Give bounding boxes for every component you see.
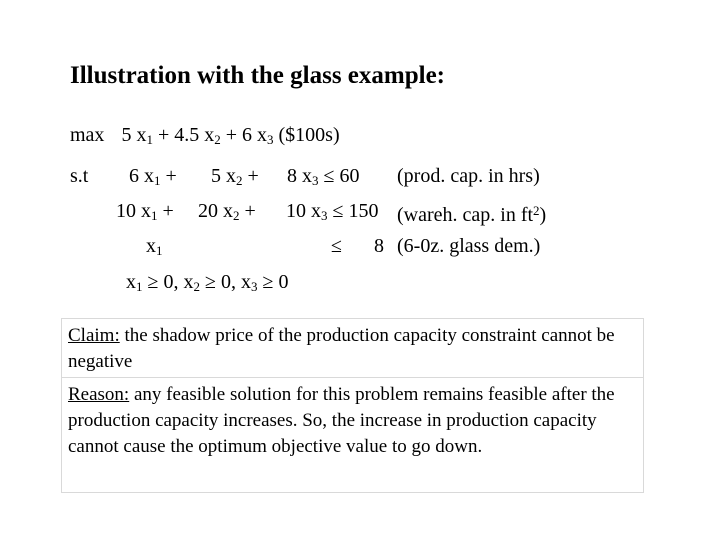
c1-term-2: 5 x	[211, 165, 236, 187]
c3-rhs: 8	[374, 235, 384, 257]
nn-var-3-sub: 3	[250, 279, 258, 294]
reason-text: any feasible solution for this problem remains feasible after the production capacity increases. So, the increase in production capacity cannot cause the optimum objective value to go down.	[68, 384, 615, 457]
c2-op-2: +	[244, 200, 256, 222]
claim-label: Claim:	[68, 325, 120, 346]
constraint-prod-cap	[70, 164, 88, 188]
objective-prefix: max	[70, 124, 105, 146]
c1-term-3-sub: 3	[312, 173, 319, 188]
c1-rel: ≤ 60	[323, 165, 360, 187]
constraint-1-terms-c	[287, 164, 359, 193]
c1-term-1-sub: 1	[154, 173, 161, 188]
nn-var-3: x	[240, 271, 251, 293]
c3-var-sub: 1	[156, 243, 163, 258]
c1-term-1: 6 x	[129, 165, 154, 187]
obj-unit: ($100s)	[278, 124, 340, 146]
c1-term-2-sub: 2	[236, 173, 243, 188]
c2-note-text: (wareh. cap. in ft	[397, 204, 534, 226]
claim-paragraph	[62, 319, 643, 375]
obj-term-3-sub: 3	[267, 132, 274, 147]
constraint-2-terms-c	[286, 199, 378, 228]
nn-var-2-sub: 2	[193, 279, 200, 294]
st-prefix: s.t	[70, 165, 89, 187]
c2-note-close: )	[539, 204, 547, 226]
c3-var: x	[146, 235, 156, 257]
constraint-demand	[146, 234, 163, 263]
c1-term-3: 8 x	[287, 165, 312, 187]
slide-title: Illustration with the glass example:	[70, 62, 445, 89]
c2-term-3-sub: 3	[321, 208, 328, 223]
c2-term-1-sub: 1	[151, 208, 158, 223]
c1-op-1: +	[165, 165, 177, 187]
constraint-wareh-cap	[116, 199, 174, 228]
obj-term-3: + 6 x	[225, 124, 267, 146]
obj-term-2-sub: 2	[214, 132, 221, 147]
constraint-1-terms-b	[211, 164, 259, 193]
reason-box	[61, 377, 644, 493]
nn-var-2: x	[183, 271, 194, 293]
nn-rel-1: ≥ 0,	[147, 271, 179, 293]
c2-op-1: +	[162, 200, 174, 222]
constraint-1-terms	[129, 164, 177, 193]
nonnegativity-line	[126, 270, 288, 299]
obj-term-2: + 4.5 x	[157, 124, 215, 146]
constraint-2-terms-b	[198, 199, 256, 228]
c2-rel: ≤ 150	[332, 200, 379, 222]
nn-rel-3: ≥ 0	[262, 271, 289, 293]
c3-note: (6-0z. glass dem.)	[397, 235, 541, 257]
c1-op-2: +	[247, 165, 259, 187]
c1-note: (prod. cap. in hrs)	[397, 165, 540, 187]
obj-term-1-sub: 1	[146, 132, 153, 147]
c2-term-2: 20 x	[198, 200, 233, 222]
c2-term-1: 10 x	[116, 200, 151, 222]
claim-box	[61, 318, 644, 378]
c2-term-3: 10 x	[286, 200, 321, 222]
reason-label: Reason:	[68, 384, 130, 405]
nn-rel-2: ≥ 0,	[204, 271, 236, 293]
obj-term-1: 5 x	[121, 124, 147, 146]
objective-line	[70, 123, 340, 152]
c3-rel-sym: ≤	[331, 235, 342, 257]
c2-note-sup: 2	[533, 203, 540, 218]
c2-note	[397, 199, 546, 227]
c2-term-2-sub: 2	[233, 208, 240, 223]
nn-var-1-sub: 1	[136, 279, 143, 294]
nn-var-1: x	[126, 271, 136, 293]
reason-paragraph	[62, 378, 643, 460]
claim-text: the shadow price of the production capacity constraint cannot be negative	[68, 325, 615, 372]
